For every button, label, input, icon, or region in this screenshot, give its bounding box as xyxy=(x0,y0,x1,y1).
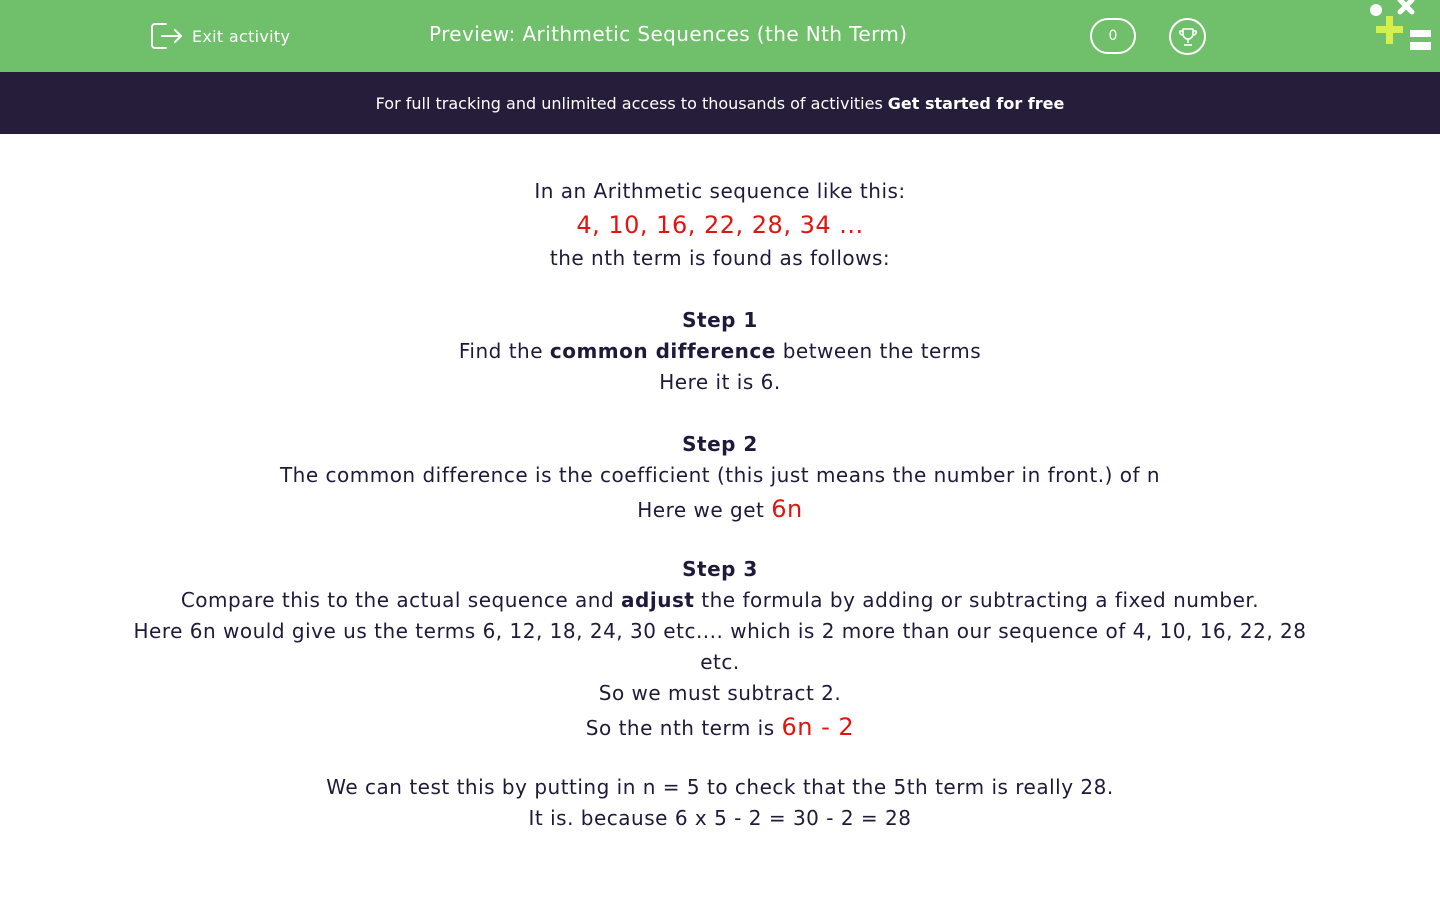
step-2-line-2 xyxy=(120,491,1320,528)
test-line-1: We can test this by putting in n = 5 to check that the 5th term is really 28. xyxy=(326,775,1114,799)
logo-icon xyxy=(1360,0,1440,60)
step-1-line-1-bold: common difference xyxy=(549,339,776,363)
lead-text: the nth term is found as follows: xyxy=(549,246,891,270)
step-2-heading: Step 2 xyxy=(682,432,758,456)
spacer xyxy=(120,746,1320,772)
spacer xyxy=(120,274,1320,305)
step-3-line-3: So we must subtract 2. xyxy=(598,681,842,705)
nth-term-result: 6n - 2 xyxy=(781,713,855,741)
spacer xyxy=(120,528,1320,554)
step-1-line-2: Here it is 6. xyxy=(659,370,781,394)
top-bar xyxy=(0,0,1440,72)
score-badge: 0 xyxy=(1090,18,1136,54)
step-3-line-1-bold: adjust xyxy=(621,588,695,612)
step-3-line-2: Here 6n would give us the terms 6, 12, 18, 24, 30 etc.... which is 2 more than our sequence of 4, 10, 16, 22, 28 etc. xyxy=(133,619,1307,674)
get-started-link[interactable]: Get started for free xyxy=(887,93,1065,113)
step-3-heading: Step 3 xyxy=(682,557,758,581)
step-1-line-1-post: between the terms xyxy=(782,339,982,363)
intro-text: In an Arithmetic sequence like this: xyxy=(534,179,906,203)
step-1-heading: Step 1 xyxy=(682,308,758,332)
trophy-icon xyxy=(1176,25,1200,49)
exit-activity-button[interactable] xyxy=(150,20,290,52)
step-1-line-1-pre: Find the xyxy=(458,339,544,363)
promo-banner xyxy=(0,72,1440,134)
banner-text: For full tracking and unlimited access to thousands of activities xyxy=(375,93,883,113)
step-2-line-2-pre: Here we get xyxy=(637,498,765,522)
exit-activity-label: Exit activity xyxy=(192,26,291,46)
page-title: Preview: Arithmetic Sequences (the Nth Term) xyxy=(429,22,908,46)
step-2-result: 6n xyxy=(771,495,803,523)
explanation-content xyxy=(120,176,1320,834)
step-3-line-1-pre: Compare this to the actual sequence and xyxy=(180,588,615,612)
test-line-2: It is. because 6 x 5 - 2 = 30 - 2 = 28 xyxy=(528,806,912,830)
step-3-line-1 xyxy=(120,585,1320,616)
sequence-text: 4, 10, 16, 22, 28, 34 ... xyxy=(576,211,864,239)
step-2-line-1: The common difference is the coefficient (this just means the number in front.) of n xyxy=(279,463,1161,487)
step-1-line-1 xyxy=(120,336,1320,367)
step-3-line-1-post: the formula by adding or subtracting a fixed number. xyxy=(701,588,1260,612)
spacer xyxy=(120,398,1320,429)
trophy-button[interactable] xyxy=(1169,18,1206,55)
step-3-line-4 xyxy=(120,709,1320,746)
exit-icon xyxy=(150,21,184,51)
step-3-line-4-pre: So the nth term is xyxy=(585,716,775,740)
